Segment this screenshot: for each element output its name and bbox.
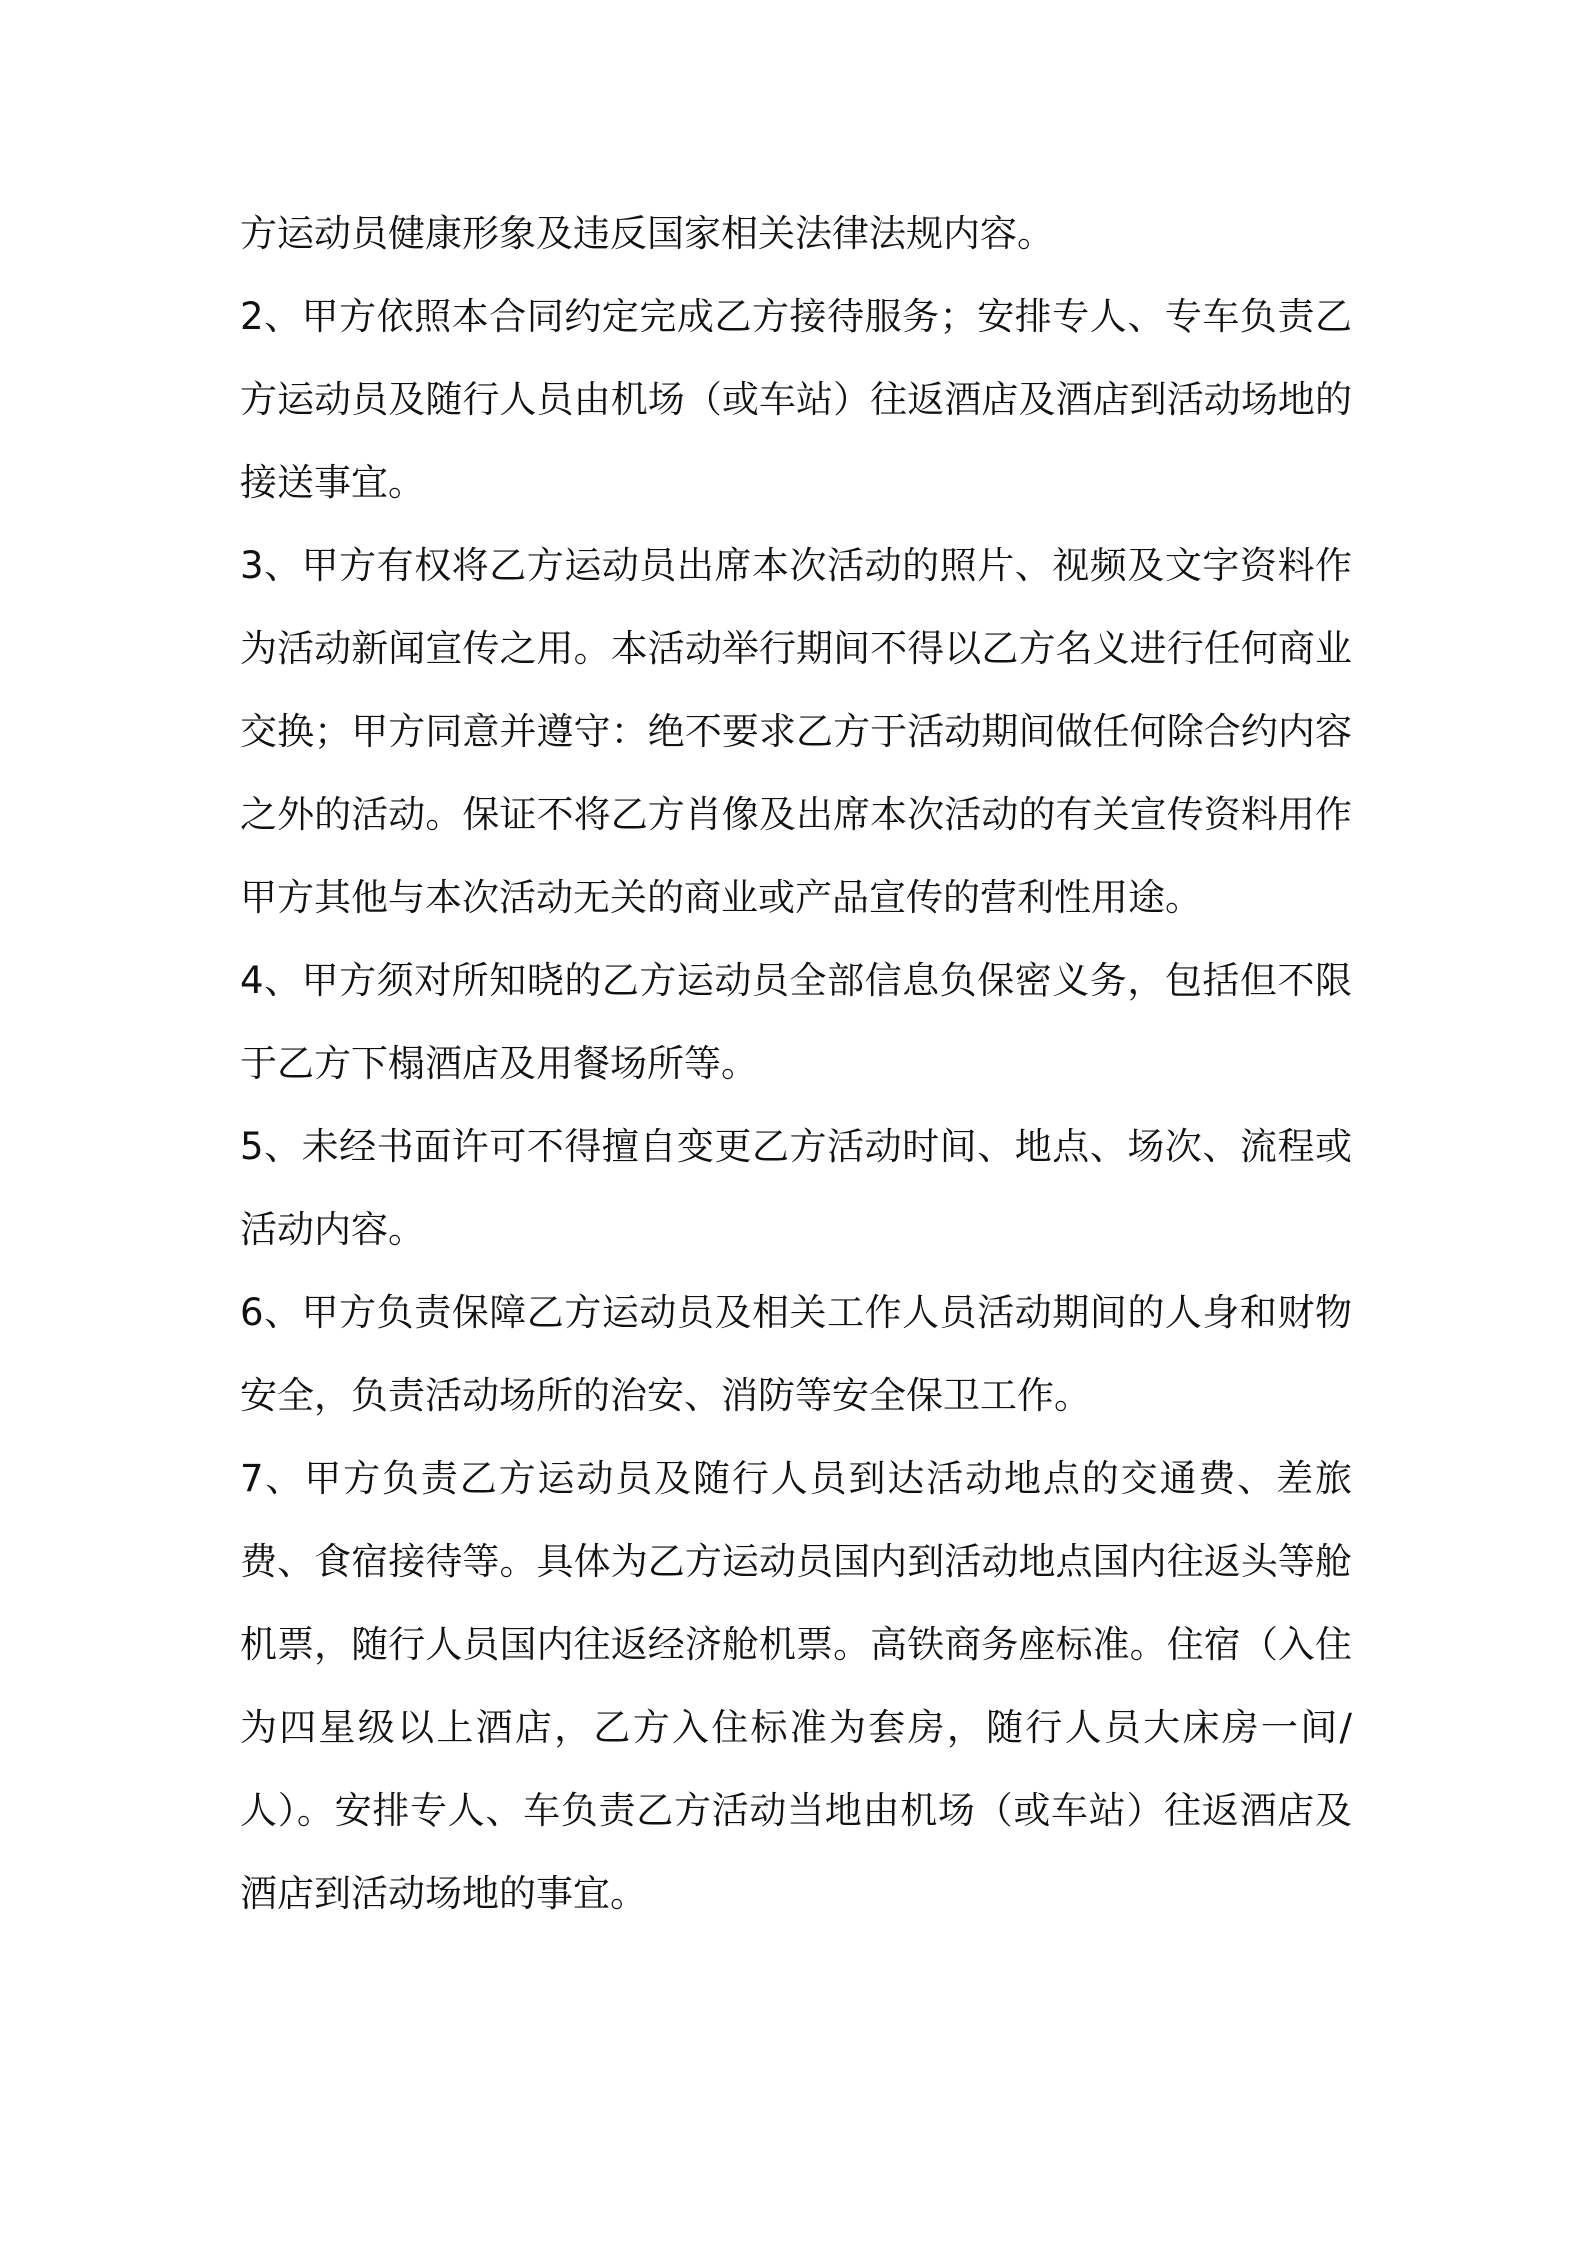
paragraph-clause-5: 5、未经书面许可不得擅自变更乙方活动时间、地点、场次、流程或活动内容。 (240, 1125, 1352, 1251)
paragraph-clause-3: 3、甲方有权将乙方运动员出席本次活动的照片、视频及文字资料作为活动新闻宣传之用。本活动举行期间不得以乙方名义进行任何商业交换；甲方同意并遵守：绝不要求乙方于活动期间做任何除合约内容之外的活动。保证不将乙方肖像及出席本次活动的有关宣传资料用作甲方其他与本次活动无关的商业或产品宣传的营利性用途。 (240, 544, 1352, 919)
paragraph-clause-7: 7、甲方负责乙方运动员及随行人员到达活动地点的交通费、差旅费、食宿接待等。具体为乙方运动员国内到活动地点国内往返头等舱机票，随行人员国内往返经济舱机票。高铁商务座标准。住宿（入住为四星级以上酒店，乙方入住标准为套房，随行人员大床房一间/人）。安排专人、车负责乙方活动当地由机场（或车站）往返酒店及酒店到活动场地的事宜。 (240, 1457, 1352, 1915)
paragraph-clause-6: 6、甲方负责保障乙方运动员及相关工作人员活动期间的人身和财物安全，负责活动场所的治安、消防等安全保卫工作。 (240, 1291, 1352, 1417)
document-body (240, 192, 1352, 1935)
paragraph-clause-2: 2、甲方依照本合同约定完成乙方接待服务；安排专人、专车负责乙方运动员及随行人员由机场（或车站）往返酒店及酒店到活动场地的接送事宜。 (240, 295, 1352, 504)
paragraph-continuation: 方运动员健康形象及违反国家相关法律法规内容。 (240, 212, 1054, 255)
paragraph-clause-4: 4、甲方须对所知晓的乙方运动员全部信息负保密义务，包括但不限于乙方下榻酒店及用餐场所等。 (240, 959, 1352, 1085)
